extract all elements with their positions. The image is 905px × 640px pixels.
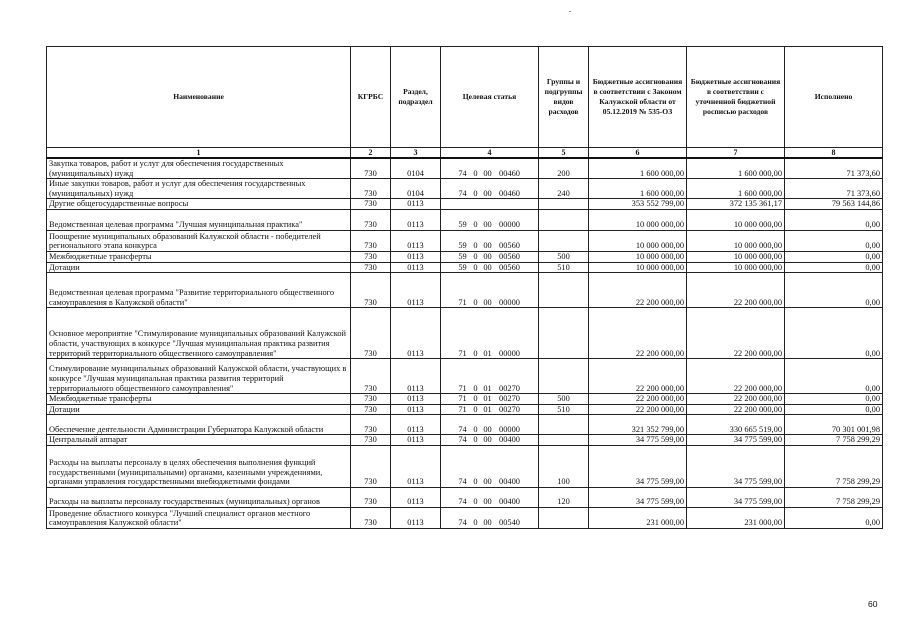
row-name: Межбюджетные трансферты	[47, 394, 351, 405]
row-expense-group	[539, 199, 589, 210]
row-section: 0113	[391, 199, 441, 210]
row-section: 0113	[391, 359, 441, 394]
header-name: Наименование	[47, 47, 351, 148]
row-section: 0113	[391, 404, 441, 415]
target-article-part: 00270	[499, 383, 520, 393]
row-law-allocation: 22 200 000,00	[589, 394, 687, 405]
column-number: 1	[47, 148, 351, 159]
target-article-part: 00000	[499, 297, 520, 307]
row-refined-allocation: 231 000,00	[687, 507, 785, 528]
table-row	[47, 435, 883, 446]
target-article-part: 0	[473, 241, 478, 251]
row-law-allocation: 34 775 599,00	[589, 487, 687, 507]
row-law-allocation: 1 600 000,00	[589, 158, 687, 179]
target-article-part: 00400	[499, 477, 520, 487]
row-executed: 0,00	[785, 394, 883, 405]
row-target-article	[441, 230, 539, 251]
row-kgrbs: 730	[351, 507, 391, 528]
row-expense-group	[539, 308, 589, 359]
table-row	[47, 199, 883, 210]
row-executed: 0,00	[785, 209, 883, 230]
header-executed: Исполнено	[785, 47, 883, 148]
header-target-article: Целевая статья	[441, 47, 539, 148]
row-kgrbs: 730	[351, 273, 391, 308]
row-refined-allocation: 10 000 000,00	[687, 209, 785, 230]
row-refined-allocation: 22 200 000,00	[687, 273, 785, 308]
row-section: 0113	[391, 262, 441, 273]
row-expense-group: 120	[539, 487, 589, 507]
row-executed: 0,00	[785, 404, 883, 415]
row-law-allocation: 321 352 799,00	[589, 415, 687, 435]
row-expense-group	[539, 209, 589, 230]
row-target-article	[441, 359, 539, 394]
table-row	[47, 394, 883, 405]
target-article-part: 0	[473, 477, 478, 487]
target-article-part: 00	[483, 297, 492, 307]
target-article-part: 00	[483, 424, 492, 434]
target-article-part: 59	[458, 220, 467, 230]
target-article-part: 00	[483, 477, 492, 487]
target-article-part: 00540	[499, 518, 520, 528]
row-section: 0113	[391, 230, 441, 251]
target-article-part: 00	[483, 262, 492, 272]
row-expense-group	[539, 359, 589, 394]
target-article-part: 01	[483, 348, 492, 358]
row-name: Иные закупки товаров, работ и услуг для обеспечения государственных (муниципальных) нужд	[47, 179, 351, 199]
row-target-article	[441, 179, 539, 199]
row-executed: 0,00	[785, 507, 883, 528]
table-row	[47, 415, 883, 435]
target-article-part: 74	[458, 497, 467, 507]
column-number: 5	[539, 148, 589, 159]
row-section: 0113	[391, 507, 441, 528]
column-number: 2	[351, 148, 391, 159]
row-target-article	[441, 445, 539, 487]
column-number: 3	[391, 148, 441, 159]
row-expense-group: 500	[539, 394, 589, 405]
row-kgrbs: 730	[351, 435, 391, 446]
target-article-part: 0	[473, 251, 478, 261]
row-target-article	[441, 199, 539, 210]
row-section: 0113	[391, 308, 441, 359]
row-refined-allocation: 22 200 000,00	[687, 404, 785, 415]
row-kgrbs: 730	[351, 308, 391, 359]
row-name: Поощрение муниципальных образований Калужской области - победителей регионального этапа конкурса	[47, 230, 351, 251]
row-law-allocation: 22 200 000,00	[589, 404, 687, 415]
row-executed: 7 758 299,29	[785, 445, 883, 487]
row-section: 0113	[391, 445, 441, 487]
row-expense-group: 200	[539, 158, 589, 179]
target-article-part: 00	[483, 497, 492, 507]
row-target-article	[441, 487, 539, 507]
column-number: 7	[687, 148, 785, 159]
row-refined-allocation: 10 000 000,00	[687, 251, 785, 262]
target-article-part: 59	[458, 251, 467, 261]
row-kgrbs: 730	[351, 230, 391, 251]
row-law-allocation: 10 000 000,00	[589, 230, 687, 251]
table-header-row	[47, 47, 883, 148]
row-executed: 0,00	[785, 230, 883, 251]
row-target-article	[441, 308, 539, 359]
row-executed: 0,00	[785, 359, 883, 394]
row-law-allocation: 1 600 000,00	[589, 179, 687, 199]
row-law-allocation: 34 775 599,00	[589, 435, 687, 446]
target-article-part: 00270	[499, 404, 520, 414]
target-article-part: 59	[458, 262, 467, 272]
row-name: Стимулирование муниципальных образований Калужской области, участвующих в конкурсе "Лучшая муниципальная практика развития территорий территориального общественного самоуправления"	[47, 359, 351, 394]
table-row	[47, 209, 883, 230]
row-target-article	[441, 507, 539, 528]
row-executed: 0,00	[785, 308, 883, 359]
row-section: 0104	[391, 179, 441, 199]
table-row	[47, 158, 883, 179]
target-article-part: 71	[458, 394, 467, 404]
row-kgrbs: 730	[351, 199, 391, 210]
target-article-part: 71	[458, 297, 467, 307]
row-name: Основное мероприятие "Стимулирование муниципальных образований Калужской области, участвующих в конкурсе "Лучшая муниципальная практика развития территорий территориального общественного самоуправления"	[47, 308, 351, 359]
row-refined-allocation: 10 000 000,00	[687, 230, 785, 251]
row-target-article	[441, 262, 539, 273]
budget-execution-table	[46, 46, 883, 529]
row-expense-group: 510	[539, 404, 589, 415]
row-kgrbs: 730	[351, 262, 391, 273]
table-row	[47, 262, 883, 273]
target-article-part: 0	[473, 383, 478, 393]
row-law-allocation: 10 000 000,00	[589, 262, 687, 273]
table-row	[47, 251, 883, 262]
row-name: Центральный аппарат	[47, 435, 351, 446]
target-article-part: 00	[483, 168, 492, 178]
target-article-part: 0	[473, 424, 478, 434]
row-target-article	[441, 158, 539, 179]
header-expense-group: Группы и подгруппы видов расходов	[539, 47, 589, 148]
target-article-part: 00560	[499, 262, 520, 272]
column-number-row	[47, 148, 883, 159]
row-kgrbs: 730	[351, 359, 391, 394]
target-article-part: 00	[483, 220, 492, 230]
row-name: Расходы на выплаты персоналу государственных (муниципальных) органов	[47, 487, 351, 507]
row-law-allocation: 22 200 000,00	[589, 273, 687, 308]
target-article-part: 0	[473, 394, 478, 404]
target-article-part: 74	[458, 188, 467, 198]
row-section: 0113	[391, 487, 441, 507]
target-article-part: 01	[483, 404, 492, 414]
table-row	[47, 359, 883, 394]
target-article-part: 0	[473, 188, 478, 198]
header-law-allocations: Бюджетные ассигнования в соответствии с Законом Калужской области от 05.12.2019 № 535-ОЗ	[589, 47, 687, 148]
row-executed: 71 373,60	[785, 158, 883, 179]
row-expense-group: 500	[539, 251, 589, 262]
row-expense-group	[539, 273, 589, 308]
row-executed: 7 758 299,29	[785, 435, 883, 446]
target-article-part: 00	[483, 518, 492, 528]
row-expense-group: 100	[539, 445, 589, 487]
row-target-article	[441, 415, 539, 435]
row-expense-group	[539, 507, 589, 528]
row-law-allocation: 22 200 000,00	[589, 359, 687, 394]
row-target-article	[441, 251, 539, 262]
target-article-part: 59	[458, 241, 467, 251]
target-article-part: 00	[483, 435, 492, 445]
row-expense-group	[539, 230, 589, 251]
row-name: Расходы на выплаты персоналу в целях обеспечения выполнения функций государственными (муниципальными) органами, казенными учреждениями, органами управления государственными внебюджетными фондами	[47, 445, 351, 487]
target-article-part: 00	[483, 188, 492, 198]
row-kgrbs: 730	[351, 445, 391, 487]
row-executed: 0,00	[785, 251, 883, 262]
table-row	[47, 445, 883, 487]
row-section: 0113	[391, 273, 441, 308]
row-refined-allocation: 330 665 519,00	[687, 415, 785, 435]
target-article-part: 00000	[499, 348, 520, 358]
header-refined-allocations: Бюджетные ассигнования в соответствии с уточненной бюджетной росписью расходов	[687, 47, 785, 148]
target-article-part: 74	[458, 477, 467, 487]
row-executed: 0,00	[785, 273, 883, 308]
column-number: 6	[589, 148, 687, 159]
target-article-part: 0	[473, 262, 478, 272]
row-kgrbs: 730	[351, 179, 391, 199]
target-article-part: 0	[473, 518, 478, 528]
row-target-article	[441, 404, 539, 415]
target-article-part: 00	[483, 251, 492, 261]
row-kgrbs: 730	[351, 251, 391, 262]
row-expense-group	[539, 415, 589, 435]
row-section: 0113	[391, 415, 441, 435]
row-expense-group	[539, 435, 589, 446]
row-refined-allocation: 34 775 599,00	[687, 487, 785, 507]
header-section: Раздел, подраздел	[391, 47, 441, 148]
target-article-part: 01	[483, 383, 492, 393]
target-article-part: 74	[458, 518, 467, 528]
table-row	[47, 308, 883, 359]
column-number: 8	[785, 148, 883, 159]
table-row	[47, 404, 883, 415]
row-section: 0113	[391, 251, 441, 262]
row-law-allocation: 22 200 000,00	[589, 308, 687, 359]
row-name: Обеспечение деятельности Администрации Губернатора Калужской области	[47, 415, 351, 435]
scan-speck	[569, 11, 571, 12]
row-name: Проведение областного конкурса "Лучший специалист органов местного самоуправления Калужской области"	[47, 507, 351, 528]
table-row	[47, 179, 883, 199]
target-article-part: 0	[473, 404, 478, 414]
target-article-part: 00	[483, 241, 492, 251]
row-kgrbs: 730	[351, 158, 391, 179]
row-name: Ведомственная целевая программа "Развитие территориального общественного самоуправления в Калужской области"	[47, 273, 351, 308]
target-article-part: 74	[458, 424, 467, 434]
row-section: 0113	[391, 435, 441, 446]
target-article-part: 74	[458, 435, 467, 445]
target-article-part: 0	[473, 168, 478, 178]
row-refined-allocation: 34 775 599,00	[687, 445, 785, 487]
row-name: Закупка товаров, работ и услуг для обеспечения государственных (муниципальных) нужд	[47, 158, 351, 179]
target-article-part: 0	[473, 497, 478, 507]
target-article-part: 00400	[499, 497, 520, 507]
column-number: 4	[441, 148, 539, 159]
target-article-part: 00400	[499, 435, 520, 445]
target-article-part: 01	[483, 394, 492, 404]
row-kgrbs: 730	[351, 404, 391, 415]
row-name: Межбюджетные трансферты	[47, 251, 351, 262]
row-kgrbs: 730	[351, 209, 391, 230]
row-executed: 0,00	[785, 262, 883, 273]
target-article-part: 0	[473, 348, 478, 358]
target-article-part: 00270	[499, 394, 520, 404]
target-article-part: 00560	[499, 251, 520, 261]
row-law-allocation: 353 552 799,00	[589, 199, 687, 210]
row-kgrbs: 730	[351, 394, 391, 405]
row-section: 0113	[391, 394, 441, 405]
target-article-part: 0	[473, 435, 478, 445]
row-name: Дотации	[47, 404, 351, 415]
target-article-part: 00460	[499, 168, 520, 178]
row-refined-allocation: 22 200 000,00	[687, 359, 785, 394]
row-target-article	[441, 394, 539, 405]
target-article-part: 74	[458, 168, 467, 178]
target-article-part: 00000	[499, 424, 520, 434]
row-law-allocation: 10 000 000,00	[589, 209, 687, 230]
row-section: 0104	[391, 158, 441, 179]
row-expense-group: 240	[539, 179, 589, 199]
row-executed: 79 563 144,86	[785, 199, 883, 210]
row-refined-allocation: 34 775 599,00	[687, 435, 785, 446]
table-row	[47, 273, 883, 308]
row-law-allocation: 10 000 000,00	[589, 251, 687, 262]
target-article-part: 71	[458, 383, 467, 393]
row-target-article	[441, 209, 539, 230]
target-article-part: 00560	[499, 241, 520, 251]
row-refined-allocation: 22 200 000,00	[687, 308, 785, 359]
row-target-article	[441, 435, 539, 446]
row-kgrbs: 730	[351, 487, 391, 507]
table-row	[47, 230, 883, 251]
row-name: Ведомственная целевая программа "Лучшая муниципальная практика"	[47, 209, 351, 230]
table-row	[47, 487, 883, 507]
target-article-part: 0	[473, 220, 478, 230]
row-executed: 70 301 001,98	[785, 415, 883, 435]
row-law-allocation: 231 000,00	[589, 507, 687, 528]
header-kgrbs: КГРБС	[351, 47, 391, 148]
row-refined-allocation: 372 135 361,17	[687, 199, 785, 210]
row-refined-allocation: 1 600 000,00	[687, 158, 785, 179]
row-kgrbs: 730	[351, 415, 391, 435]
target-article-part: 00460	[499, 188, 520, 198]
row-executed: 7 758 299,29	[785, 487, 883, 507]
target-article-part: 71	[458, 348, 467, 358]
row-refined-allocation: 22 200 000,00	[687, 394, 785, 405]
target-article-part: 71	[458, 404, 467, 414]
row-name: Другие общегосударственные вопросы	[47, 199, 351, 210]
row-executed: 71 373,60	[785, 179, 883, 199]
page-number: 60	[868, 599, 878, 609]
table-body	[47, 158, 883, 528]
row-refined-allocation: 10 000 000,00	[687, 262, 785, 273]
table-row	[47, 507, 883, 528]
row-law-allocation: 34 775 599,00	[589, 445, 687, 487]
row-refined-allocation: 1 600 000,00	[687, 179, 785, 199]
row-section: 0113	[391, 209, 441, 230]
target-article-part: 0	[473, 297, 478, 307]
row-name: Дотации	[47, 262, 351, 273]
row-target-article	[441, 273, 539, 308]
target-article-part: 00000	[499, 220, 520, 230]
row-expense-group: 510	[539, 262, 589, 273]
